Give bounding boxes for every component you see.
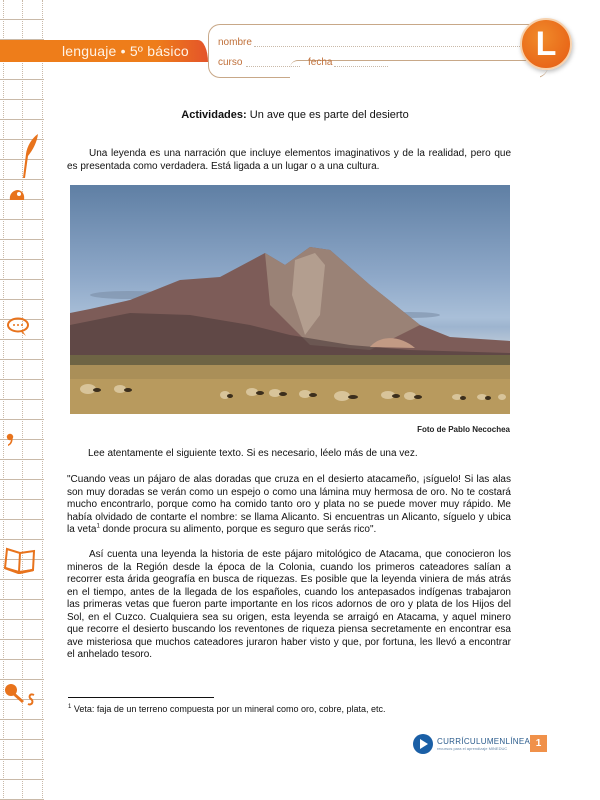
name-label: nombre xyxy=(218,37,252,48)
page-number: 1 xyxy=(530,735,547,752)
activity-title xyxy=(60,109,530,121)
speech-bubble-icon xyxy=(7,317,31,337)
desert-volcano-photo xyxy=(70,185,510,414)
course-label: curso xyxy=(218,57,243,68)
photo-caption: Foto de Pablo Necochea xyxy=(417,425,510,434)
footnote-divider xyxy=(68,697,214,698)
curriculum-logo[interactable] xyxy=(413,734,530,754)
comma-icon xyxy=(5,433,15,447)
footnote-number: 1 xyxy=(68,704,72,710)
play-arrow-icon xyxy=(413,734,433,754)
date-field[interactable] xyxy=(334,66,388,67)
course-field[interactable] xyxy=(246,66,300,67)
date-label: fecha xyxy=(308,57,333,68)
grid-line xyxy=(42,0,43,800)
logo-name: CURRÍCULUMENLÍNEA xyxy=(437,737,531,746)
body-paragraph: Así cuenta una leyenda la historia de este pájaro mitológico de Atacama, que conocieron los mineros de la Región desde la época de la Colonia, cuando los primeros cateadores salían a recorrer esta árida geografía en busca de riquezas. Es posible que la leyenda viniera de más atrás en el tiempo, antes de la llegada de los españoles, cuando los antepasados indígenas trabajaron las primeras vetas que fueron parte importante en los ricos adornos de oro y plata de los Hijos del Sol, en el Cuzco. Cualquiera sea su origen, esta leyenda se arraigó en Atacama, y aquel minero que recorre el desierto buscando los reventones de riqueza piensa secretamente en encontrar esa ave misteriosa que muchos cateadores juraron haber visto y que, por fortuna, les llevó a encontrar el anhelado tesoro. xyxy=(67,549,511,660)
title-text: Un ave que es parte del desierto xyxy=(246,109,409,121)
ink-pot-icon xyxy=(8,188,26,202)
footnote-ref[interactable]: 1 xyxy=(96,523,100,530)
quill-icon xyxy=(18,132,40,180)
legend-quote xyxy=(67,474,511,537)
margin-grid xyxy=(0,0,44,800)
open-book-icon xyxy=(3,546,37,574)
title-prefix: Actividades: xyxy=(181,109,247,121)
microphone-icon xyxy=(4,683,38,709)
reading-instruction: Lee atentamente el siguiente texto. Si es necesario, léelo más de una vez. xyxy=(88,448,418,459)
intro-paragraph: Una leyenda es una narración que incluye elementos imaginativos y de la realidad, pero que es presentada como verdadera. Está ligada a un lugar o a una cultura. xyxy=(67,148,511,172)
quote-text-after: donde procura su alimento, porque es seguro que serás rico". xyxy=(99,524,377,535)
grid-line xyxy=(3,0,4,800)
logo-subtitle: recursos para el aprendizaje MINEDUC xyxy=(437,746,508,751)
grid-line xyxy=(22,0,23,800)
footnote xyxy=(68,704,386,714)
quote-text-before: "Cuando veas un pájaro de alas doradas que cruza en el desierto atacameño, ¡síguelo! Si las alas son muy doradas se verán como un espejo o como una lámina muy hermosa de oro. No te costará mucho encontrarlo, porque como ha comido tanto oro y plata no se puede mover muy rápido. Me había olvidado de contarte el nombre: se llama Alicanto. Si encuentras un Alicanto, síguelo y ubica la veta xyxy=(67,474,511,535)
subject-badge: L xyxy=(520,18,572,70)
subject-label: lenguaje • 5º básico xyxy=(62,43,189,59)
footnote-text: Veta: faja de un terreno compuesta por un mineral como oro, cobre, plata, etc. xyxy=(71,704,386,714)
name-field[interactable] xyxy=(254,46,520,47)
